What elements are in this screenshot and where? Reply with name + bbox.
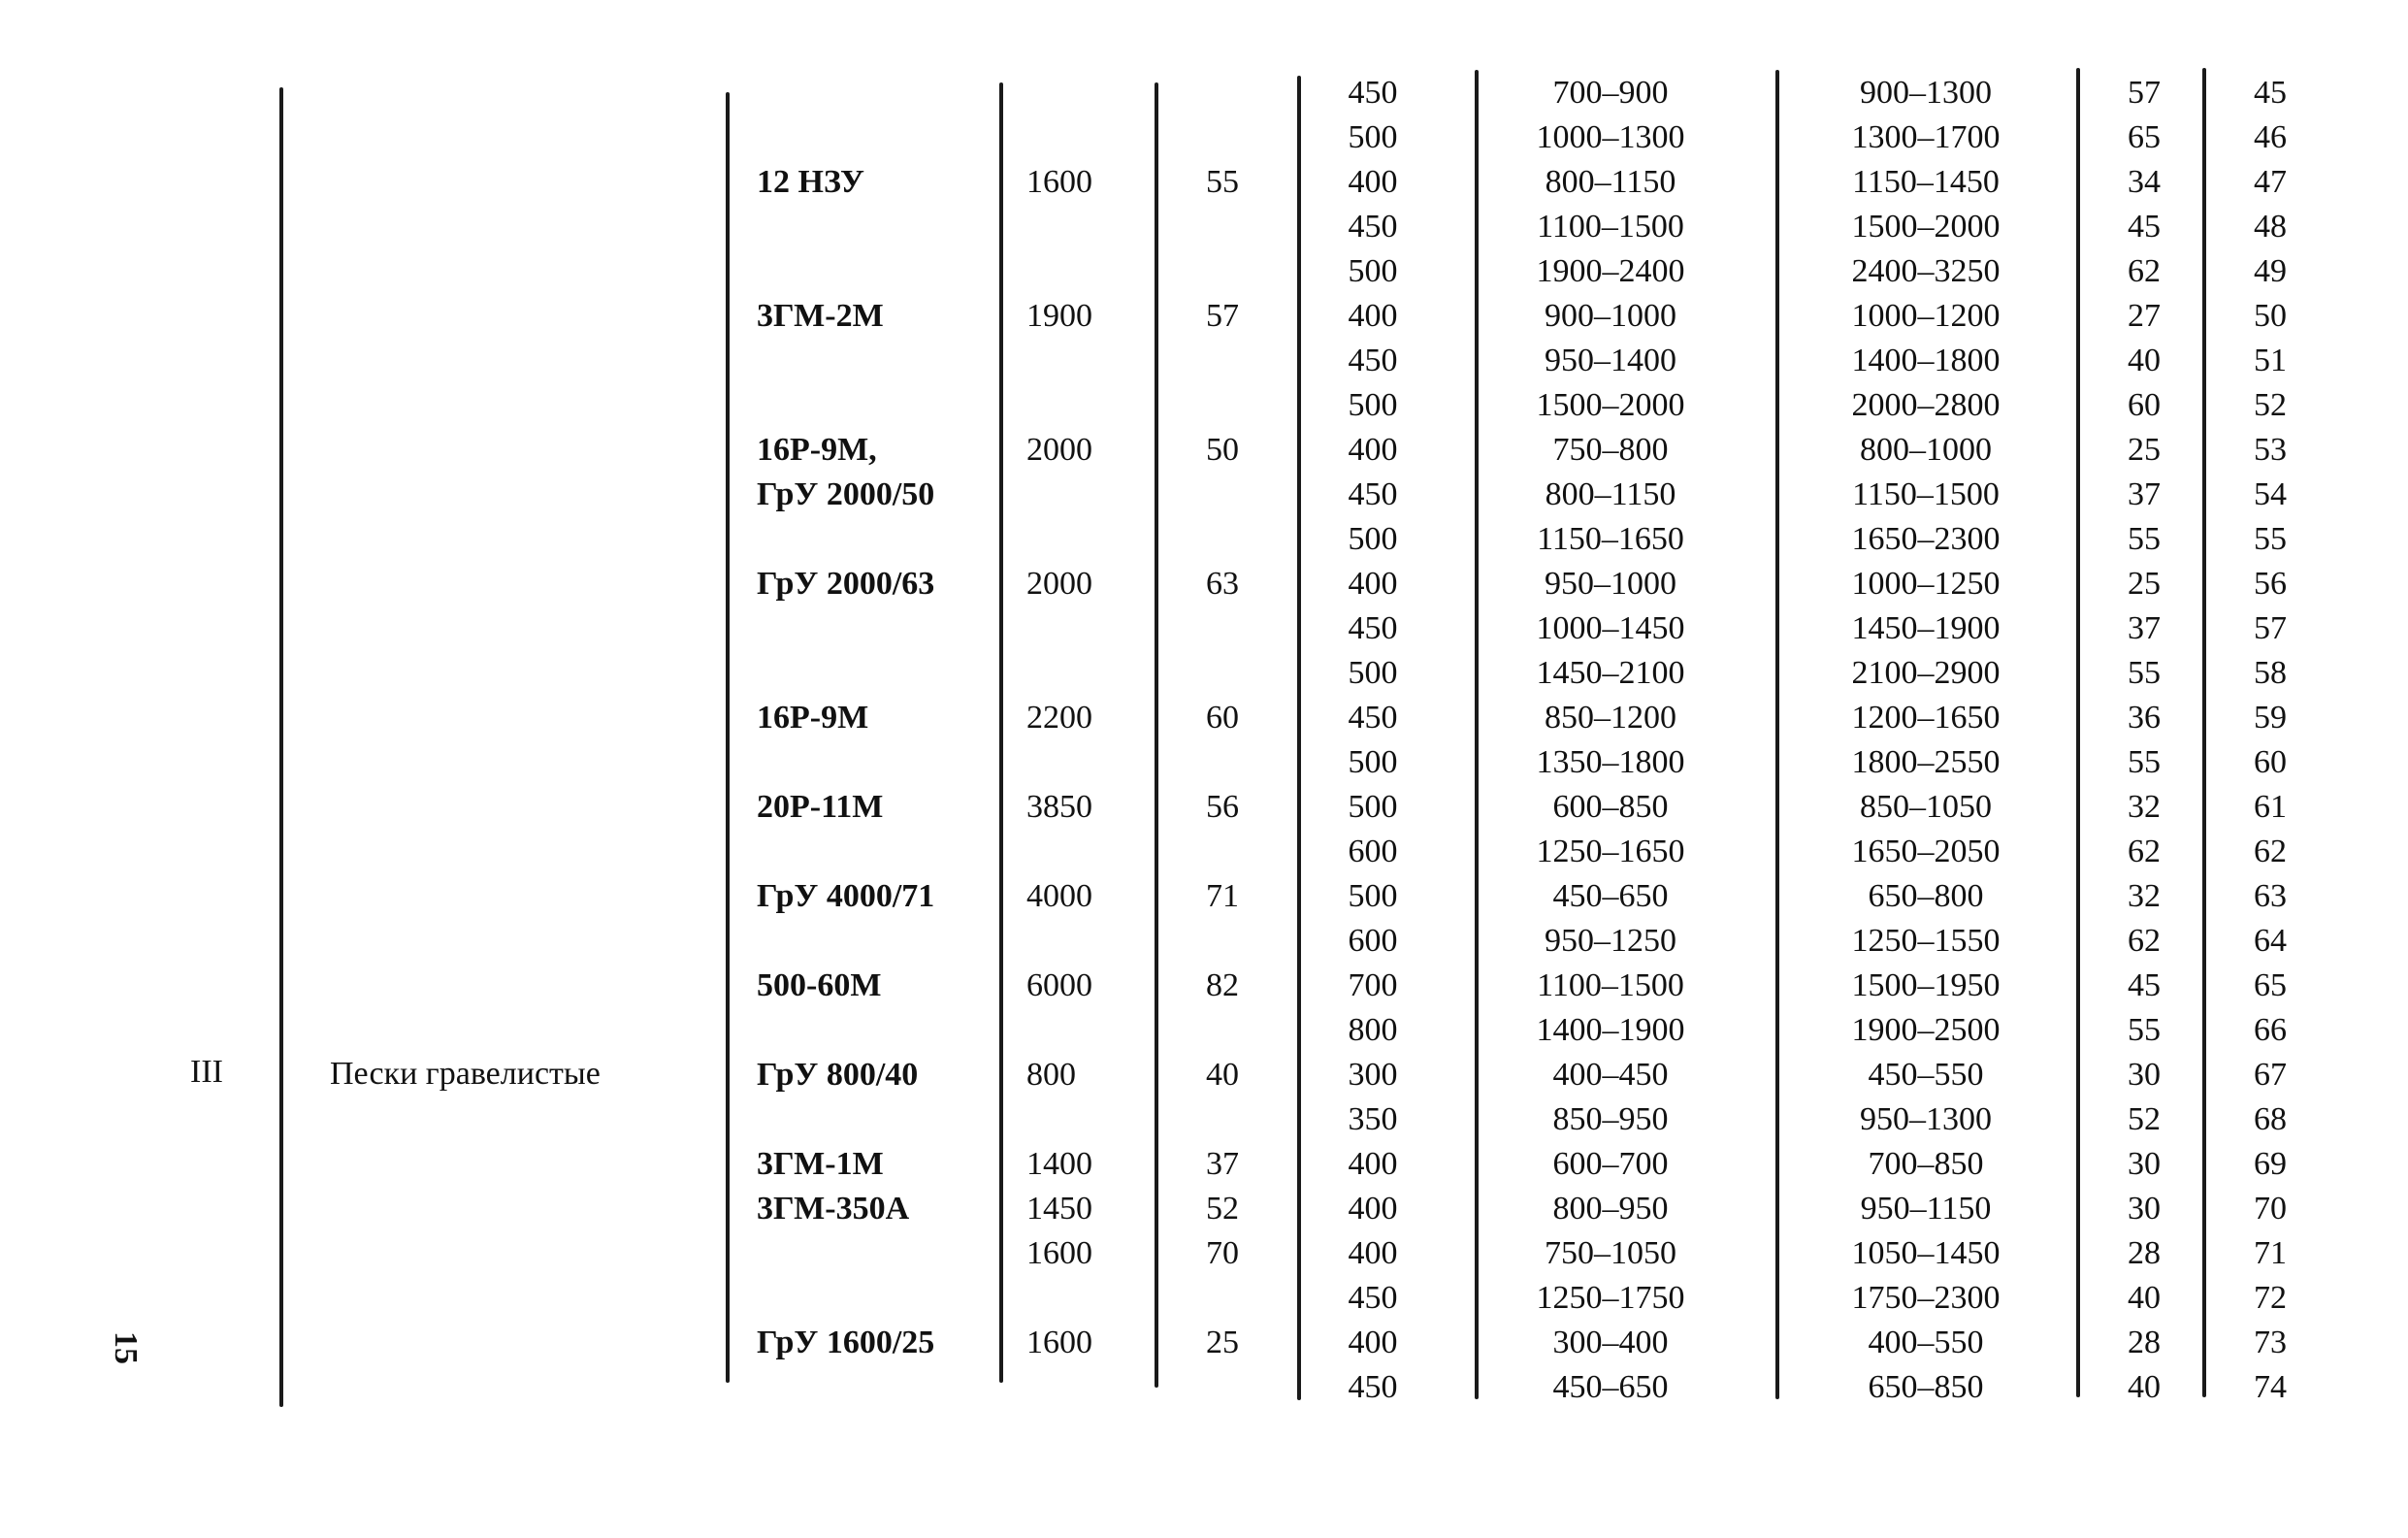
- diameter-cell: 400: [1348, 432, 1398, 468]
- diameter-cell: 400: [1348, 566, 1398, 602]
- row-number-cell: 64: [2254, 923, 2287, 959]
- percent-cell: 40: [2128, 343, 2161, 378]
- row-number-cell: 67: [2254, 1057, 2287, 1093]
- head-cell: 57: [1206, 298, 1239, 334]
- range-flow2-cell: 1200–1650: [1851, 700, 2001, 736]
- range-flow-cell: 700–900: [1552, 75, 1669, 111]
- row-number-cell: 53: [2254, 432, 2287, 468]
- range-flow2-cell: 1450–1900: [1851, 610, 2001, 646]
- head-cell: 56: [1206, 789, 1239, 825]
- range-flow-cell: 450–650: [1552, 878, 1669, 914]
- range-flow-cell: 1000–1300: [1536, 119, 1685, 155]
- diameter-cell: 500: [1348, 253, 1398, 289]
- machine-name: 20Р-11М: [757, 789, 884, 825]
- rule-flow: [1155, 82, 1158, 1388]
- flow-cell: 1900: [1026, 298, 1092, 334]
- rule-range2: [2076, 68, 2080, 1397]
- range-flow2-cell: 2400–3250: [1851, 253, 2001, 289]
- range-flow2-cell: 1250–1550: [1851, 923, 2001, 959]
- percent-cell: 28: [2128, 1235, 2161, 1271]
- head-cell: 25: [1206, 1325, 1239, 1360]
- row-number-cell: 49: [2254, 253, 2287, 289]
- percent-cell: 37: [2128, 476, 2161, 512]
- percent-cell: 25: [2128, 566, 2161, 602]
- range-flow2-cell: 400–550: [1868, 1325, 1984, 1360]
- flow-cell: 1600: [1026, 1235, 1092, 1271]
- diameter-cell: 300: [1348, 1057, 1398, 1093]
- row-number-cell: 65: [2254, 967, 2287, 1003]
- range-flow2-cell: 1000–1200: [1851, 298, 2001, 334]
- range-flow2-cell: 1750–2300: [1851, 1280, 2001, 1316]
- row-number-cell: 50: [2254, 298, 2287, 334]
- range-flow2-cell: 1150–1450: [1852, 164, 2000, 200]
- percent-cell: 40: [2128, 1369, 2161, 1405]
- range-flow-cell: 950–1000: [1545, 566, 1676, 602]
- range-flow2-cell: 650–850: [1868, 1369, 1984, 1405]
- flow-cell: 3850: [1026, 789, 1092, 825]
- row-number-cell: 71: [2254, 1235, 2287, 1271]
- diameter-cell: 400: [1348, 164, 1398, 200]
- diameter-cell: 400: [1348, 1146, 1398, 1182]
- range-flow-cell: 1500–2000: [1536, 387, 1685, 423]
- range-flow-cell: 800–950: [1552, 1191, 1669, 1227]
- range-flow-cell: 1100–1500: [1537, 967, 1684, 1003]
- rule-diameter: [1475, 70, 1479, 1399]
- percent-cell: 37: [2128, 610, 2161, 646]
- flow-cell: 2200: [1026, 700, 1092, 736]
- row-number-cell: 45: [2254, 75, 2287, 111]
- rule-range1: [1775, 70, 1779, 1399]
- diameter-cell: 450: [1348, 343, 1398, 378]
- rule-soil: [726, 92, 730, 1383]
- diameter-cell: 450: [1348, 209, 1398, 245]
- diameter-cell: 400: [1348, 298, 1398, 334]
- page-number: 15: [108, 1331, 144, 1364]
- range-flow2-cell: 1400–1800: [1851, 343, 2001, 378]
- range-flow-cell: 400–450: [1552, 1057, 1669, 1093]
- diameter-cell: 800: [1348, 1012, 1398, 1048]
- diameter-cell: 400: [1348, 1325, 1398, 1360]
- range-flow2-cell: 1300–1700: [1851, 119, 2001, 155]
- percent-cell: 62: [2128, 834, 2161, 869]
- percent-cell: 32: [2128, 878, 2161, 914]
- diameter-cell: 500: [1348, 789, 1398, 825]
- range-flow2-cell: 1050–1450: [1851, 1235, 2001, 1271]
- diameter-cell: 600: [1348, 834, 1398, 869]
- percent-cell: 52: [2128, 1101, 2161, 1137]
- range-flow-cell: 300–400: [1552, 1325, 1669, 1360]
- percent-cell: 57: [2128, 75, 2161, 111]
- diameter-cell: 450: [1348, 476, 1398, 512]
- range-flow-cell: 1250–1650: [1536, 834, 1685, 869]
- diameter-cell: 450: [1348, 610, 1398, 646]
- flow-cell: 2000: [1026, 566, 1092, 602]
- diameter-cell: 350: [1348, 1101, 1398, 1137]
- row-number-cell: 56: [2254, 566, 2287, 602]
- percent-cell: 45: [2128, 967, 2161, 1003]
- machine-name: 16Р-9М,: [757, 432, 877, 468]
- machine-name: 3ГМ-1М: [757, 1146, 884, 1182]
- diameter-cell: 400: [1348, 1191, 1398, 1227]
- range-flow-cell: 1250–1750: [1536, 1280, 1685, 1316]
- row-number-cell: 68: [2254, 1101, 2287, 1137]
- range-flow2-cell: 1150–1500: [1852, 476, 2000, 512]
- flow-cell: 1400: [1026, 1146, 1092, 1182]
- diameter-cell: 500: [1348, 878, 1398, 914]
- diameter-cell: 450: [1348, 1280, 1398, 1316]
- diameter-cell: 500: [1348, 387, 1398, 423]
- range-flow-cell: 1150–1650: [1537, 521, 1684, 557]
- percent-cell: 40: [2128, 1280, 2161, 1316]
- head-cell: 70: [1206, 1235, 1239, 1271]
- head-cell: 60: [1206, 700, 1239, 736]
- head-cell: 52: [1206, 1191, 1239, 1227]
- range-flow2-cell: 1000–1250: [1851, 566, 2001, 602]
- row-number-cell: 66: [2254, 1012, 2287, 1048]
- range-flow2-cell: 2000–2800: [1851, 387, 2001, 423]
- percent-cell: 60: [2128, 387, 2161, 423]
- row-number-cell: 63: [2254, 878, 2287, 914]
- machine-name: 500-60М: [757, 967, 882, 1003]
- range-flow-cell: 450–650: [1552, 1369, 1669, 1405]
- head-cell: 82: [1206, 967, 1239, 1003]
- diameter-cell: 600: [1348, 923, 1398, 959]
- flow-cell: 1600: [1026, 1325, 1092, 1360]
- head-cell: 55: [1206, 164, 1239, 200]
- range-flow-cell: 1450–2100: [1536, 655, 1685, 691]
- row-number-cell: 72: [2254, 1280, 2287, 1316]
- flow-cell: 1600: [1026, 164, 1092, 200]
- range-flow-cell: 600–700: [1552, 1146, 1669, 1182]
- machine-name: 3ГМ-2М: [757, 298, 884, 334]
- range-flow-cell: 1900–2400: [1536, 253, 1685, 289]
- range-flow-cell: 950–1400: [1545, 343, 1676, 378]
- range-flow2-cell: 700–850: [1868, 1146, 1984, 1182]
- row-number-cell: 73: [2254, 1325, 2287, 1360]
- range-flow-cell: 850–1200: [1545, 700, 1676, 736]
- machine-name: ГрУ 1600/25: [757, 1325, 935, 1360]
- range-flow2-cell: 1800–2550: [1851, 744, 2001, 780]
- rule-head: [1297, 76, 1301, 1400]
- row-number-cell: 48: [2254, 209, 2287, 245]
- flow-cell: 4000: [1026, 878, 1092, 914]
- percent-cell: 34: [2128, 164, 2161, 200]
- rule-machine: [999, 82, 1003, 1383]
- diameter-cell: 500: [1348, 744, 1398, 780]
- percent-cell: 32: [2128, 789, 2161, 825]
- percent-cell: 30: [2128, 1057, 2161, 1093]
- percent-cell: 55: [2128, 1012, 2161, 1048]
- row-number-cell: 74: [2254, 1369, 2287, 1405]
- soil-label: Пески гравелистые: [330, 1056, 601, 1092]
- range-flow-cell: 850–950: [1552, 1101, 1669, 1137]
- percent-cell: 27: [2128, 298, 2161, 334]
- head-cell: 37: [1206, 1146, 1239, 1182]
- percent-cell: 62: [2128, 923, 2161, 959]
- row-number-cell: 70: [2254, 1191, 2287, 1227]
- diameter-cell: 450: [1348, 700, 1398, 736]
- flow-cell: 6000: [1026, 967, 1092, 1003]
- head-cell: 63: [1206, 566, 1239, 602]
- range-flow2-cell: 450–550: [1868, 1057, 1984, 1093]
- range-flow2-cell: 900–1300: [1860, 75, 1992, 111]
- machine-name: ГрУ 2000/50: [757, 476, 935, 512]
- range-flow-cell: 900–1000: [1545, 298, 1676, 334]
- range-flow-cell: 1400–1900: [1536, 1012, 1685, 1048]
- percent-cell: 30: [2128, 1146, 2161, 1182]
- flow-cell: 2000: [1026, 432, 1092, 468]
- range-flow-cell: 950–1250: [1545, 923, 1676, 959]
- row-number-cell: 51: [2254, 343, 2287, 378]
- machine-name: ГрУ 2000/63: [757, 566, 935, 602]
- machine-name: 12 НЗУ: [757, 164, 864, 200]
- diameter-cell: 450: [1348, 1369, 1398, 1405]
- rule-category: [279, 87, 283, 1407]
- range-flow-cell: 1350–1800: [1536, 744, 1685, 780]
- row-number-cell: 61: [2254, 789, 2287, 825]
- diameter-cell: 500: [1348, 119, 1398, 155]
- percent-cell: 45: [2128, 209, 2161, 245]
- range-flow2-cell: 1500–2000: [1851, 209, 2001, 245]
- row-number-cell: 60: [2254, 744, 2287, 780]
- row-number-cell: 69: [2254, 1146, 2287, 1182]
- range-flow-cell: 800–1150: [1545, 164, 1676, 200]
- range-flow-cell: 1100–1500: [1537, 209, 1684, 245]
- row-number-cell: 62: [2254, 834, 2287, 869]
- flow-cell: 1450: [1026, 1191, 1092, 1227]
- percent-cell: 65: [2128, 119, 2161, 155]
- row-number-cell: 47: [2254, 164, 2287, 200]
- diameter-cell: 500: [1348, 655, 1398, 691]
- row-number-cell: 58: [2254, 655, 2287, 691]
- percent-cell: 25: [2128, 432, 2161, 468]
- percent-cell: 55: [2128, 521, 2161, 557]
- row-number-cell: 59: [2254, 700, 2287, 736]
- range-flow2-cell: 800–1000: [1860, 432, 1992, 468]
- machine-name: 16Р-9М: [757, 700, 869, 736]
- row-number-cell: 52: [2254, 387, 2287, 423]
- range-flow-cell: 750–800: [1552, 432, 1669, 468]
- row-number-cell: 55: [2254, 521, 2287, 557]
- diameter-cell: 500: [1348, 521, 1398, 557]
- percent-cell: 30: [2128, 1191, 2161, 1227]
- range-flow2-cell: 1650–2050: [1851, 834, 2001, 869]
- head-cell: 50: [1206, 432, 1239, 468]
- range-flow-cell: 1000–1450: [1536, 610, 1685, 646]
- range-flow2-cell: 1900–2500: [1851, 1012, 2001, 1048]
- range-flow2-cell: 2100–2900: [1851, 655, 2001, 691]
- percent-cell: 55: [2128, 655, 2161, 691]
- diameter-cell: 450: [1348, 75, 1398, 111]
- head-cell: 71: [1206, 878, 1239, 914]
- machine-name: 3ГМ-350А: [757, 1191, 910, 1227]
- range-flow-cell: 750–1050: [1545, 1235, 1676, 1271]
- head-cell: 40: [1206, 1057, 1239, 1093]
- range-flow-cell: 600–850: [1552, 789, 1669, 825]
- diameter-cell: 400: [1348, 1235, 1398, 1271]
- range-flow2-cell: 1650–2300: [1851, 521, 2001, 557]
- machine-name: ГрУ 800/40: [757, 1057, 919, 1093]
- percent-cell: 62: [2128, 253, 2161, 289]
- diameter-cell: 700: [1348, 967, 1398, 1003]
- row-number-cell: 57: [2254, 610, 2287, 646]
- range-flow2-cell: 950–1150: [1860, 1191, 1992, 1227]
- row-number-cell: 46: [2254, 119, 2287, 155]
- row-number-cell: 54: [2254, 476, 2287, 512]
- percent-cell: 55: [2128, 744, 2161, 780]
- range-flow2-cell: 1500–1950: [1851, 967, 2001, 1003]
- category-label: III: [190, 1054, 223, 1090]
- range-flow2-cell: 650–800: [1868, 878, 1984, 914]
- range-flow2-cell: 950–1300: [1860, 1101, 1992, 1137]
- flow-cell: 800: [1026, 1057, 1076, 1093]
- range-flow-cell: 800–1150: [1545, 476, 1676, 512]
- rule-percent: [2202, 68, 2206, 1397]
- percent-cell: 28: [2128, 1325, 2161, 1360]
- percent-cell: 36: [2128, 700, 2161, 736]
- machine-name: ГрУ 4000/71: [757, 878, 935, 914]
- range-flow2-cell: 850–1050: [1860, 789, 1992, 825]
